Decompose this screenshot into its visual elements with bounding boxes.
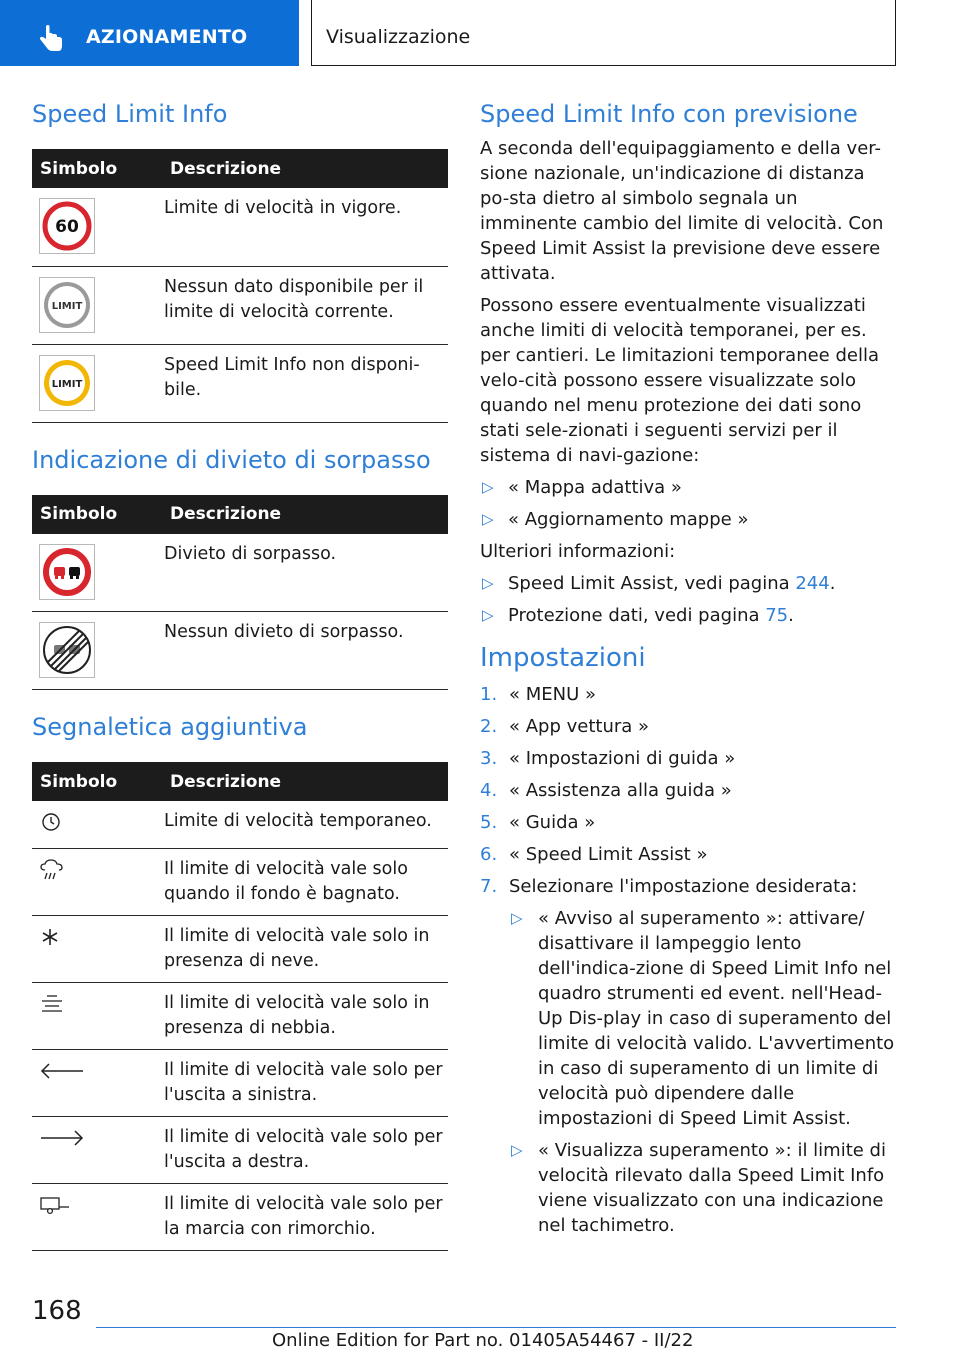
- triangle-bullet-icon: ▷: [482, 510, 494, 528]
- additional-signs-title: Segnaletica aggiuntiva: [32, 713, 308, 741]
- step-item: [480, 746, 896, 771]
- table-row: [32, 916, 448, 983]
- step-number: 2.: [480, 716, 498, 737]
- table-row: [32, 983, 448, 1050]
- step-number: 6.: [480, 844, 498, 865]
- header-chapter-box: [311, 0, 896, 66]
- limit-yellow-sign: [39, 355, 95, 411]
- row-description: Il limite di velocità vale solo per la marcia con rimorchio.: [156, 1184, 448, 1251]
- list-item: [480, 475, 896, 500]
- speed-limit-60-sign: [39, 198, 95, 254]
- forecast-paragraph-2: Possono essere eventualmente visualizzati anche limiti di velocità temporanei, per es. per cantieri. Le limitazioni temporanee della velo-cità possono essere visualizzate solo quando nel menu protezione dei dati sono stati sele-zionati i seguenti servizi per il sistema di navi-gazione:: [480, 295, 880, 466]
- table-row: [32, 266, 448, 344]
- list-item: [480, 603, 896, 628]
- more-info-label: Ulteriori informazioni:: [480, 541, 676, 562]
- triangle-bullet-icon: ▷: [482, 478, 494, 496]
- col-symbol-header: Simbolo: [32, 149, 156, 188]
- link-label: Protezione dati, vedi pagina: [508, 605, 766, 626]
- fog-icon: [39, 993, 65, 1015]
- sub-item-text: « Visualizza superamento »: il limite di velocità rilevato dalla Speed Limit Info viene visualizzato con una indicazione nel tachimetro.: [538, 1140, 886, 1236]
- row-description: Limite di velocità in vigore.: [156, 188, 448, 266]
- step-item: [480, 682, 896, 707]
- table-row: [32, 1117, 448, 1184]
- step-number: 7.: [480, 876, 498, 897]
- step-text: « Speed Limit Assist »: [509, 844, 708, 865]
- table-row: [32, 1184, 448, 1251]
- row-description: Il limite di velocità vale solo quando il fondo è bagnato.: [156, 849, 448, 916]
- header-section-tab: [0, 0, 299, 66]
- step-item: [480, 810, 896, 835]
- step-text: « Assistenza alla guida »: [509, 780, 732, 801]
- footer-divider: [96, 1327, 896, 1328]
- row-description: Nessun dato disponibile per il limite di velocità corrente.: [156, 266, 448, 344]
- step-text: Selezionare l'impostazione desiderata:: [509, 876, 858, 897]
- col-desc-header: Descrizione: [156, 149, 448, 188]
- step-item: [480, 842, 896, 867]
- step-number: 1.: [480, 684, 498, 705]
- triangle-bullet-icon: ▷: [511, 909, 523, 927]
- hand-pointer-icon: [36, 24, 66, 54]
- page-number: 168: [32, 1296, 82, 1326]
- end-no-overtaking-sign: [39, 622, 95, 678]
- sub-list-item: [480, 1138, 896, 1238]
- sign-limit-grey-text: LIMIT: [51, 300, 83, 312]
- step-number: 5.: [480, 812, 498, 833]
- sub-item-text: « Avviso al superamento »: attivare/ disattivare il lampeggio lento dell'indica-zione di Speed Limit Info nel quadro strumenti ed event. nell'Head-Up Dis-play in caso di superamento del limite di velocità valido. L'avvertimento in caso di superamento di un limite di velocità può dipendere dalle impostazioni di Speed Limit Assist.: [538, 908, 895, 1129]
- no-overtaking-sign: [39, 544, 95, 600]
- rain-cloud-icon: [39, 859, 65, 881]
- table-row: [32, 849, 448, 916]
- sub-list-item: [480, 906, 896, 1131]
- speed-limit-info-title: Speed Limit Info: [32, 100, 228, 128]
- arrow-left-icon: [39, 1061, 85, 1081]
- step-item: [480, 778, 896, 803]
- table-row: [32, 188, 448, 266]
- row-description: Il limite di velocità vale solo per l'uscita a destra.: [156, 1117, 448, 1184]
- list-item: [480, 507, 896, 532]
- right-column: [480, 96, 896, 1245]
- table-row: [32, 1050, 448, 1117]
- left-column: [32, 96, 448, 1251]
- clock-icon: [39, 812, 63, 832]
- triangle-bullet-icon: ▷: [482, 606, 494, 624]
- table-row: [32, 534, 448, 612]
- bullet-text: « Mappa adattiva »: [508, 477, 682, 498]
- header-section-label: AZIONAMENTO: [86, 26, 248, 48]
- step-text: « Impostazioni di guida »: [509, 748, 736, 769]
- col-desc-header: Descrizione: [156, 495, 448, 534]
- page-link-75[interactable]: 75: [765, 605, 789, 626]
- header-chapter-label: Visualizzazione: [326, 26, 471, 48]
- table-row: [32, 344, 448, 422]
- arrow-right-icon: [39, 1128, 85, 1148]
- step-item: [480, 714, 896, 739]
- triangle-bullet-icon: ▷: [511, 1141, 523, 1159]
- row-description: Il limite di velocità vale solo per l'uscita a sinistra.: [156, 1050, 448, 1117]
- row-description: Nessun divieto di sorpasso.: [156, 612, 448, 690]
- step-text: « MENU »: [509, 684, 597, 705]
- step-text: « Guida »: [509, 812, 596, 833]
- no-overtaking-table: [32, 495, 448, 691]
- limit-grey-sign: [39, 277, 95, 333]
- list-item: [480, 571, 896, 596]
- col-symbol-header: Simbolo: [32, 495, 156, 534]
- link-end: .: [829, 573, 836, 594]
- additional-signs-table: [32, 762, 448, 1251]
- forecast-paragraph-1: A seconda dell'equipaggiamento e della ver-sione nazionale, un'indicazione di distanza po-sta dietro al simbolo segnala un imminente cambio del limite di velocità. Con Speed Limit Assist la previsione deve essere attivata.: [480, 138, 884, 284]
- settings-title: Impostazioni: [480, 643, 646, 673]
- col-desc-header: Descrizione: [156, 762, 448, 801]
- sign-limit-yellow-text: LIMIT: [51, 378, 83, 390]
- snowflake-icon: [39, 926, 61, 948]
- step-number: 3.: [480, 748, 498, 769]
- link-label: Speed Limit Assist, vedi pagina: [508, 573, 796, 594]
- row-description: Speed Limit Info non disponi-bile.: [156, 344, 448, 422]
- step-text: « App vettura »: [509, 716, 650, 737]
- link-end: .: [788, 605, 794, 626]
- step-number: 4.: [480, 780, 498, 801]
- table-row: [32, 801, 448, 849]
- row-description: Il limite di velocità vale solo in presenza di neve.: [156, 916, 448, 983]
- col-symbol-header: Simbolo: [32, 762, 156, 801]
- row-description: Il limite di velocità vale solo in presenza di nebbia.: [156, 983, 448, 1050]
- step-item: [480, 874, 896, 899]
- bullet-text: « Aggiornamento mappe »: [508, 509, 749, 530]
- speed-limit-info-table: [32, 149, 448, 423]
- trailer-icon: [39, 1195, 71, 1215]
- page-link-244[interactable]: 244: [795, 573, 830, 594]
- row-description: Limite di velocità temporaneo.: [156, 801, 448, 849]
- table-row: [32, 612, 448, 690]
- row-description: Divieto di sorpasso.: [156, 534, 448, 612]
- forecast-title: Speed Limit Info con previsione: [480, 100, 858, 128]
- no-overtaking-title: Indicazione di divieto di sorpasso: [32, 445, 431, 474]
- sign-60-text: 60: [55, 217, 79, 237]
- footer-edition: Online Edition for Part no. 01405A54467 - II/22: [272, 1330, 694, 1351]
- triangle-bullet-icon: ▷: [482, 574, 494, 592]
